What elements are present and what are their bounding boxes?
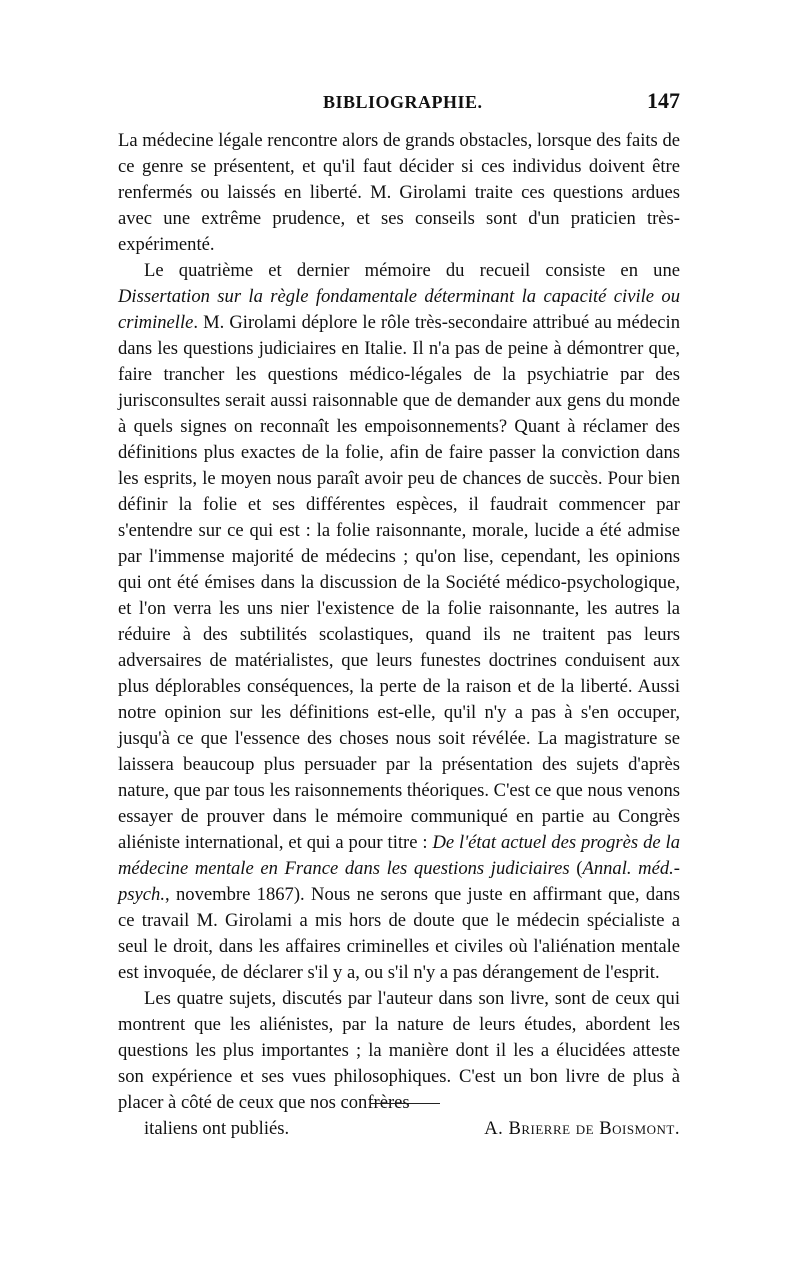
- running-head-title: BIBLIOGRAPHIE.: [323, 92, 483, 112]
- author-signature: A. Brierre de Boismont.: [484, 1118, 680, 1139]
- paragraph-2-part-a: Le quatrième et dernier mémoire du recueil consiste en une: [144, 260, 680, 281]
- journal-abbreviation: Annal. méd.-psych.: [118, 858, 681, 905]
- paragraph-2-part-e: (: [569, 858, 583, 879]
- paragraph-3: Les quatre sujets, discutés par l'auteur dans son livre, sont de ceux qui montrent que les aliénistes, par la nature de leurs études, abordent les questions les plus importantes ; la manière dont il les a élucidées atteste son expérience et ses vues philosophiques. C'est un bon livre de plus à placer à côté de ceux que nos confrères: [118, 988, 680, 1113]
- paragraph-2: [118, 258, 680, 986]
- end-rule: [370, 1103, 440, 1104]
- page-number: 147: [647, 88, 680, 113]
- dissertation-title: Dissertation sur la règle fondamentale déterminant la capacité civile ou criminelle: [118, 286, 680, 333]
- paragraph-1: La médecine légale rencontre alors de grands obstacles, lorsque des faits de ce genre se présentent, et qu'il faut décider si ces individus doivent être renfermés ou laissés en liberté. M. Girolami traite ces questions ardues avec une extrême prudence, et ses conseils sont d'un praticien très-expérimenté.: [118, 130, 680, 255]
- memoir-title: De l'état actuel des progrès de la médecine mentale en France dans les questions judiciaires: [118, 832, 680, 879]
- paragraph-3-last-line: italiens ont publiés.: [144, 1118, 290, 1139]
- signature-line: [118, 1116, 680, 1142]
- paragraph-2-part-g: , novembre 1867). Nous ne serons que juste en affirmant que, dans ce travail M. Girolami a mis hors de doute que le médecin spécialiste a seul le droit, dans les affaires criminelles et civiles où l'aliénation mentale est invoquée, de déclarer s'il y a, ou s'il n'y a pas dérangement de l'esprit.: [118, 884, 680, 983]
- running-head: [118, 88, 680, 118]
- paragraph-2-part-c: . M. Girolami déplore le rôle très-secondaire attribué au médecin dans les questions judiciaires en Italie. Il n'a pas de peine à démontrer que, faire trancher les questions médico-légales de la psychiatrie par des jurisconsultes serait aussi raisonnable que de demander aux gens du monde à quels signes on reconnaît les empoisonnements? Quant à réclamer des définitions plus exactes de la folie, afin de faire passer la conviction dans les esprits, le moyen nous paraît avoir peu de chances de succès. Pour bien définir la folie et ses différentes espèces, il faudrait commencer par s'entendre sur ce qui est : la folie raisonnante, morale, lucide a été admise par l'immense majorité de médecins ; qu'on lise, cependant, les opinions qui ont été émises dans la discussion de la Société médico-psychologique, et l'on verra les uns nier l'existence de la folie raisonnante, les autres la réduire à des subtilités scolastiques, quand ils ne traitent pas leurs adversaires de matérialistes, que leurs funestes doctrines conduisent aux plus déplorables conséquences, la perte de la raison et de la liberté. Aussi notre opinion sur les définitions est-elle, qu'il n'y a pas à s'en occuper, jusqu'à ce que l'essence des choses nous soit révélée. La magistrature se laissera beaucoup plus persuader par la présentation des sujets d'après nature, que par tous les raisonnements théoriques. C'est ce que nous venons essayer de prouver dans le mémoire communiqué en partie au Congrès aliéniste international, et qui a pour titre :: [118, 312, 680, 853]
- body-text: [118, 128, 680, 1142]
